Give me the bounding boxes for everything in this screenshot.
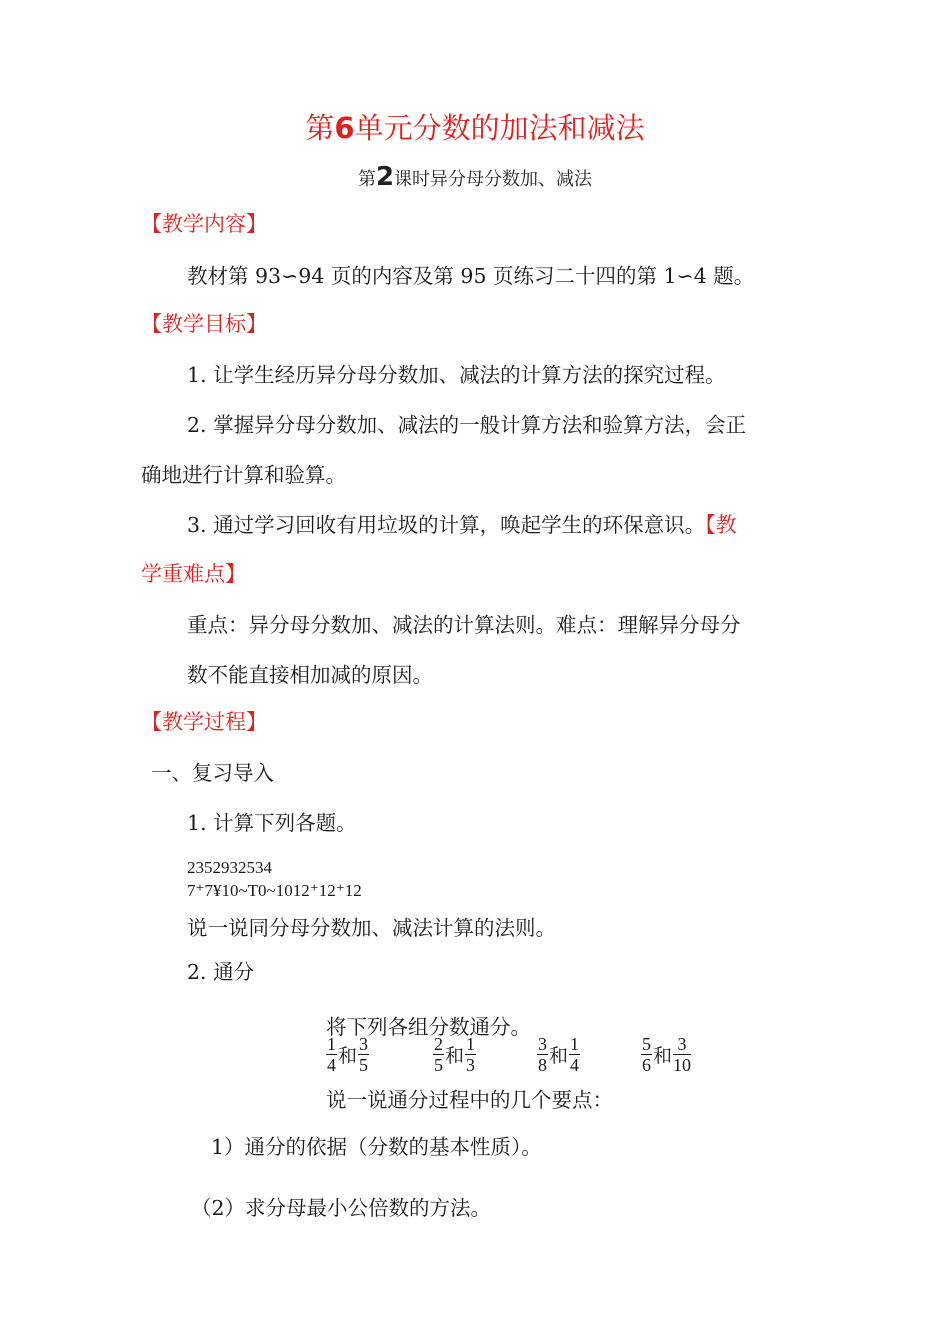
fraction: $\frac{5}{6}$ bbox=[642, 1034, 651, 1075]
garbled-line-2: 7⁺7¥10~T0~1012⁺12⁺12 bbox=[187, 881, 362, 900]
step-2: 2. 通分 bbox=[187, 960, 255, 984]
point-1: 1）通分的依据（分数的基本性质）。 bbox=[211, 1135, 542, 1159]
garbled-line-1: 2352932534 bbox=[187, 858, 272, 877]
say-rule: 说一说同分母分数加、减法计算的法则。 bbox=[187, 916, 556, 940]
goal-3: 3. 通过学习回收有用垃圾的计算，唤起学生的环保意识。【教 bbox=[187, 513, 737, 537]
fraction: $\frac{3}{10}$ bbox=[673, 1034, 692, 1075]
fraction: $\frac{1}{3}$ bbox=[466, 1034, 476, 1075]
task-text: 将下列各组分数通分。 bbox=[326, 1015, 531, 1039]
fraction-pair-2: $\frac{2}{5}$ 和 $\frac{1}{3}$ bbox=[434, 1034, 476, 1075]
part-1-heading: 一、复习导入 bbox=[151, 761, 274, 785]
goal-2-line-1: 2. 掌握异分母分数加、减法的一般计算方法和验算方法，会正 bbox=[187, 413, 747, 437]
fraction: $\frac{1}{4}$ bbox=[327, 1034, 336, 1075]
fraction: $\frac{3}{5}$ bbox=[359, 1034, 369, 1075]
step-1: 1. 计算下列各题。 bbox=[187, 811, 357, 835]
say-key-points: 说一说通分过程中的几个要点： bbox=[326, 1088, 613, 1112]
goal-1: 1. 让学生经历异分母分数加、减法的计算方法的探究过程。 bbox=[187, 363, 726, 387]
fraction: $\frac{1}{4}$ bbox=[570, 1034, 580, 1075]
fraction-pair-1: $\frac{1}{4}$ 和 $\frac{3}{5}$ bbox=[327, 1034, 369, 1075]
point-2: （2）求分母最小公倍数的方法。 bbox=[191, 1196, 492, 1220]
key-line-1: 重点：异分母分数加、减法的计算法则。难点：理解异分母分 bbox=[187, 613, 741, 637]
key-line-2: 数不能直接相加减的原因。 bbox=[187, 663, 433, 687]
section-heading-goals: 【教学目标】 bbox=[141, 312, 267, 336]
section-heading-key-part2: 学重难点】 bbox=[141, 562, 246, 586]
page-subtitle: 第2课时异分母分数加、减法 bbox=[357, 162, 593, 192]
section-heading-key-part1: 【教 bbox=[705, 513, 737, 537]
fraction-pair-4: $\frac{5}{6}$ 和 $\frac{3}{10}$ bbox=[642, 1034, 692, 1075]
section-heading-process: 【教学过程】 bbox=[141, 710, 267, 734]
fraction: $\frac{3}{8}$ bbox=[538, 1034, 547, 1075]
content-text: 教材第 93∽94 页的内容及第 95 页练习二十四的第 1∽4 题。 bbox=[187, 264, 755, 288]
goal-2-line-2: 确地进行计算和验算。 bbox=[141, 463, 346, 487]
fraction: $\frac{2}{5}$ bbox=[434, 1034, 443, 1075]
page-title: 第6单元分数的加法和减法 bbox=[305, 111, 645, 145]
fraction-pair-3: $\frac{3}{8}$ 和 $\frac{1}{4}$ bbox=[538, 1034, 580, 1075]
section-heading-content: 【教学内容】 bbox=[141, 212, 267, 236]
